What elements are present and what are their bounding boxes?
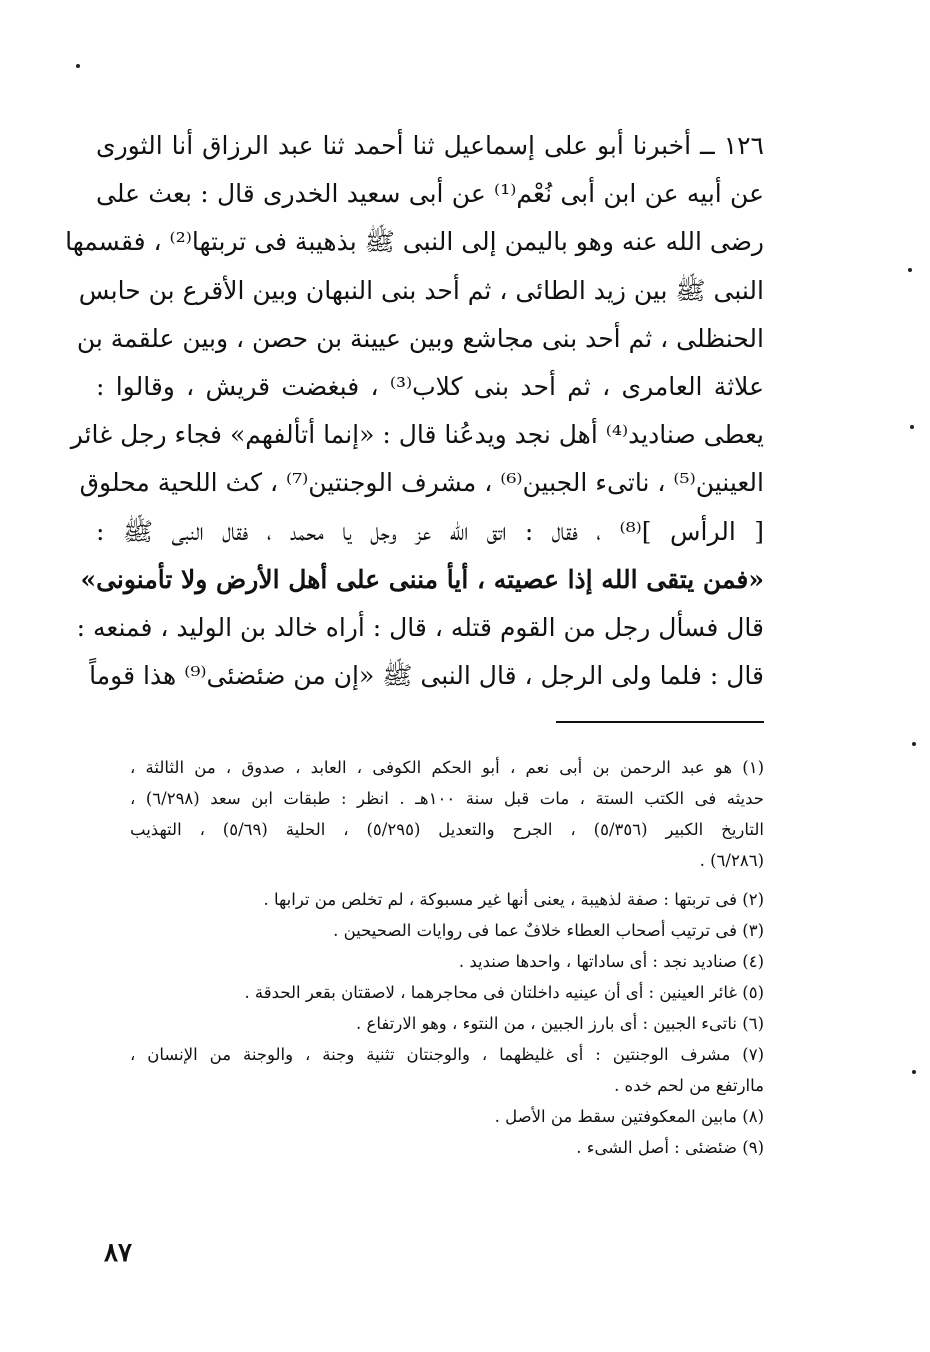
page-speck (910, 425, 914, 429)
page-speck (912, 742, 916, 746)
footnote-line: التاريخ الكبير (٥/٣٥٦) ، الجرح والتعديل (٥/٢٩٥) ، الحلية (٥/٦٩) ، التهذيب (130, 820, 764, 839)
text-line: قال فسأل رجل من القوم قتله ، قال : أراه خالد بن الوليد ، فمنعه : (76, 612, 764, 642)
footnote-line: ماارتفع من لحم خده . (614, 1076, 764, 1095)
text-line: رضى الله عنه وهو باليمن إلى النبى ﷺ بذهيبة فى تربتها⁽²⁾ ، فقسمها (65, 227, 764, 257)
footnote-line: (٧) مشرف الوجنتين : أى غليظهما ، والوجنتان تثنية وجنة ، والوجنة من الإنسان ، (130, 1045, 764, 1064)
text-line: العينين⁽⁵⁾ ، ناتىء الجبين⁽⁶⁾ ، مشرف الوجنتين⁽⁷⁾ ، كث اللحية محلوق (79, 468, 764, 498)
text-line: علاثة العامرى ، ثم أحد بنى كلاب⁽³⁾ ، فبغضت قريش ، وقالوا : (96, 371, 764, 401)
text-line: عن أبيه عن ابن أبى نُعْم⁽¹⁾ عن أبى سعيد الخدرى قال : بعث على (96, 179, 765, 209)
footnote-line: حديثه فى الكتب الستة ، مات قبل سنة ١٠٠هـ . انظر : طبقات ابن سعد (٦/٢٩٨) ، (130, 789, 764, 808)
footnote-line: (٤) صناديد نجد : أى ساداتها ، واحدها صنديد . (458, 952, 764, 971)
text-line: [ الرأس ]⁽⁸⁾ ، فقال : اتق الله عز وجل يا محمد ، فقال النبى ﷺ : (96, 516, 764, 546)
text-line: قال : فلما ولى الرجل ، قال النبى ﷺ «إن من ضئضئى⁽⁹⁾ هذا قوماً (89, 661, 764, 691)
footnote-line: (٩) ضئضئى : أصل الشىء . (576, 1138, 764, 1157)
text-line: النبى ﷺ بين زيد الطائى ، ثم أحد بنى النبهان وبين الأقرع بن حابس (78, 275, 764, 305)
footnote-divider (556, 721, 764, 723)
footnote-line: (٦) ناتىء الجبين : أى بارز الجبين ، من النتوء ، وهو الارتفاع . (356, 1014, 764, 1033)
text-line: يعطى صناديد⁽⁴⁾ أهل نجد ويدعُنا قال : «إنما أتألفهم» فجاء رجل غائر (70, 420, 764, 450)
footnote-line: (٨) مابين المعكوفتين سقط من الأصل . (494, 1107, 764, 1126)
page-number: ٨٧ (104, 1238, 132, 1268)
footnote-line: (٢) فى تربتها : صفة لذهيبة ، يعنى أنها غير مسبوكة ، لم تخلص من ترابها . (263, 890, 764, 909)
text-line: ١٢٦ ــ أخبرنا أبو على إسماعيل ثنا أحمد ثنا عبد الرزاق أنا الثورى (96, 131, 764, 160)
page-speck (76, 64, 80, 68)
hadith-text (65, 122, 765, 700)
footnote-line: (٥) غائر العينين : أى أن عينيه داخلتان فى محاجرهما ، لاصقتان بقعر الحدقة . (244, 983, 764, 1002)
footnote-line: (١) هو عبد الرحمن بن أبى نعم ، أبو الحكم الكوفى ، العابد ، صدوق ، من الثالثة ، (130, 758, 764, 777)
text-line: «فمن يتقى الله إذا عصيته ، أيأ مننى على أهل الأرض ولا تأمنونى» (80, 564, 764, 594)
footnote-line: (٣) فى ترتيب أصحاب العطاء خلافٌ عما فى روايات الصحيحين . (333, 921, 764, 940)
text-line: الحنظلى ، ثم أحد بنى مجاشع وبين عيينة بن حصن ، وبين علقمة بن (76, 323, 764, 353)
footnotes (130, 752, 764, 1163)
footnote-line: (٦/٢٨٦) . (699, 851, 764, 870)
page-speck (912, 1070, 916, 1074)
page-speck (908, 268, 912, 272)
